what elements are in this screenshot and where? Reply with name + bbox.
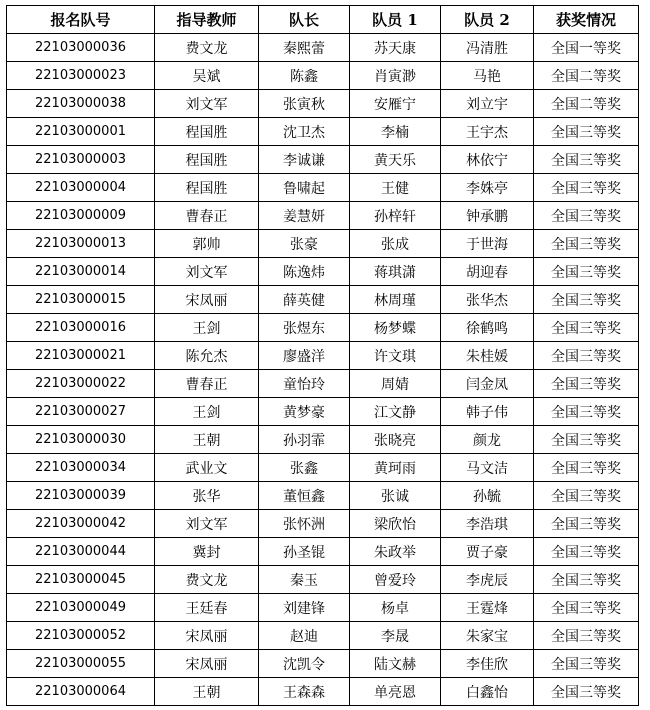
- header-member-1: 队员 1: [350, 6, 441, 34]
- awards-table: [6, 5, 639, 706]
- advisor-cell: 曹春正: [155, 202, 259, 230]
- advisor-cell: 程国胜: [155, 146, 259, 174]
- captain-cell: 张豪: [259, 230, 350, 258]
- team-id-cell: 22103000021: [7, 342, 155, 370]
- table-row: [7, 286, 639, 314]
- advisor-cell: 张华: [155, 482, 259, 510]
- captain-cell: 陈逸炜: [259, 258, 350, 286]
- advisor-cell: 王朝: [155, 678, 259, 706]
- member-1-cell: 朱政举: [350, 538, 441, 566]
- member-1-cell: 周婧: [350, 370, 441, 398]
- advisor-cell: 宋凤丽: [155, 650, 259, 678]
- member-1-cell: 黄天乐: [350, 146, 441, 174]
- member-2-cell: 钟承鹏: [441, 202, 534, 230]
- team-id-cell: 22103000004: [7, 174, 155, 202]
- table-row: [7, 118, 639, 146]
- table-row: [7, 314, 639, 342]
- award-cell: 全国三等奖: [534, 230, 639, 258]
- member-1-cell: 张诚: [350, 482, 441, 510]
- award-cell: 全国三等奖: [534, 678, 639, 706]
- member-1-cell: 陆文赫: [350, 650, 441, 678]
- member-1-cell: 蒋琪潇: [350, 258, 441, 286]
- advisor-cell: 程国胜: [155, 174, 259, 202]
- team-id-cell: 22103000036: [7, 34, 155, 62]
- table-body: [7, 34, 639, 706]
- table-row: [7, 538, 639, 566]
- award-cell: 全国三等奖: [534, 566, 639, 594]
- table-row: [7, 174, 639, 202]
- team-id-cell: 22103000052: [7, 622, 155, 650]
- award-cell: 全国三等奖: [534, 342, 639, 370]
- member-1-cell: 李楠: [350, 118, 441, 146]
- captain-cell: 沈凯令: [259, 650, 350, 678]
- member-2-cell: 韩子伟: [441, 398, 534, 426]
- member-2-cell: 张华杰: [441, 286, 534, 314]
- advisor-cell: 吴斌: [155, 62, 259, 90]
- captain-cell: 张怀洲: [259, 510, 350, 538]
- member-2-cell: 李佳欣: [441, 650, 534, 678]
- table-row: [7, 258, 639, 286]
- team-id-cell: 22103000009: [7, 202, 155, 230]
- award-cell: 全国三等奖: [534, 398, 639, 426]
- table-row: [7, 678, 639, 706]
- member-2-cell: 王宇杰: [441, 118, 534, 146]
- member-1-cell: 孙梓轩: [350, 202, 441, 230]
- member-2-cell: 朱桂媛: [441, 342, 534, 370]
- award-cell: 全国三等奖: [534, 454, 639, 482]
- advisor-cell: 武业文: [155, 454, 259, 482]
- member-1-cell: 安雁宁: [350, 90, 441, 118]
- member-1-cell: 苏天康: [350, 34, 441, 62]
- award-cell: 全国三等奖: [534, 594, 639, 622]
- award-cell: 全国三等奖: [534, 482, 639, 510]
- captain-cell: 刘建锋: [259, 594, 350, 622]
- table-row: [7, 594, 639, 622]
- member-2-cell: 李虎辰: [441, 566, 534, 594]
- table-row: [7, 482, 639, 510]
- award-cell: 全国三等奖: [534, 286, 639, 314]
- member-2-cell: 刘立宇: [441, 90, 534, 118]
- team-id-cell: 22103000030: [7, 426, 155, 454]
- team-id-cell: 22103000042: [7, 510, 155, 538]
- captain-cell: 赵迪: [259, 622, 350, 650]
- captain-cell: 张寅秋: [259, 90, 350, 118]
- award-cell: 全国三等奖: [534, 202, 639, 230]
- table-row: [7, 622, 639, 650]
- captain-cell: 秦玉: [259, 566, 350, 594]
- captain-cell: 黄梦豪: [259, 398, 350, 426]
- advisor-cell: 王朝: [155, 426, 259, 454]
- member-1-cell: 杨卓: [350, 594, 441, 622]
- table-row: [7, 566, 639, 594]
- member-2-cell: 胡迎春: [441, 258, 534, 286]
- award-cell: 全国二等奖: [534, 62, 639, 90]
- table-row: [7, 34, 639, 62]
- award-cell: 全国三等奖: [534, 538, 639, 566]
- member-1-cell: 林周瑾: [350, 286, 441, 314]
- award-cell: 全国三等奖: [534, 258, 639, 286]
- team-id-cell: 22103000001: [7, 118, 155, 146]
- captain-cell: 姜慧妍: [259, 202, 350, 230]
- award-cell: 全国三等奖: [534, 174, 639, 202]
- advisor-cell: 刘文军: [155, 510, 259, 538]
- team-id-cell: 22103000034: [7, 454, 155, 482]
- team-id-cell: 22103000038: [7, 90, 155, 118]
- captain-cell: 董恒鑫: [259, 482, 350, 510]
- award-cell: 全国三等奖: [534, 426, 639, 454]
- member-1-cell: 江文静: [350, 398, 441, 426]
- award-cell: 全国二等奖: [534, 90, 639, 118]
- advisor-cell: 郭帅: [155, 230, 259, 258]
- member-1-cell: 王健: [350, 174, 441, 202]
- member-2-cell: 贾子豪: [441, 538, 534, 566]
- member-2-cell: 孙毓: [441, 482, 534, 510]
- table-row: [7, 370, 639, 398]
- member-1-cell: 曾爱玲: [350, 566, 441, 594]
- member-2-cell: 朱家宝: [441, 622, 534, 650]
- header-captain: 队长: [259, 6, 350, 34]
- member-2-cell: 闫金凤: [441, 370, 534, 398]
- member-1-cell: 肖寅渺: [350, 62, 441, 90]
- member-2-cell: 徐鹤鸣: [441, 314, 534, 342]
- captain-cell: 王森森: [259, 678, 350, 706]
- table-row: [7, 342, 639, 370]
- team-id-cell: 22103000014: [7, 258, 155, 286]
- member-2-cell: 马文洁: [441, 454, 534, 482]
- team-id-cell: 22103000013: [7, 230, 155, 258]
- award-cell: 全国一等奖: [534, 34, 639, 62]
- captain-cell: 廖盛洋: [259, 342, 350, 370]
- member-2-cell: 于世海: [441, 230, 534, 258]
- member-2-cell: 李姝亭: [441, 174, 534, 202]
- award-cell: 全国三等奖: [534, 510, 639, 538]
- advisor-cell: 费文龙: [155, 34, 259, 62]
- table-row: [7, 62, 639, 90]
- member-2-cell: 李浩琪: [441, 510, 534, 538]
- team-id-cell: 22103000055: [7, 650, 155, 678]
- captain-cell: 鲁啸起: [259, 174, 350, 202]
- advisor-cell: 刘文军: [155, 90, 259, 118]
- advisor-cell: 冀封: [155, 538, 259, 566]
- header-member-2: 队员 2: [441, 6, 534, 34]
- captain-cell: 沈卫杰: [259, 118, 350, 146]
- team-id-cell: 22103000039: [7, 482, 155, 510]
- captain-cell: 张鑫: [259, 454, 350, 482]
- advisor-cell: 程国胜: [155, 118, 259, 146]
- award-cell: 全国三等奖: [534, 650, 639, 678]
- table-row: [7, 510, 639, 538]
- member-1-cell: 许文琪: [350, 342, 441, 370]
- member-1-cell: 张晓亮: [350, 426, 441, 454]
- team-id-cell: 22103000027: [7, 398, 155, 426]
- member-2-cell: 林依宁: [441, 146, 534, 174]
- table-row: [7, 398, 639, 426]
- table-row: [7, 202, 639, 230]
- captain-cell: 孙圣锟: [259, 538, 350, 566]
- advisor-cell: 陈允杰: [155, 342, 259, 370]
- captain-cell: 陈鑫: [259, 62, 350, 90]
- advisor-cell: 王剑: [155, 314, 259, 342]
- header-team-id: 报名队号: [7, 6, 155, 34]
- member-1-cell: 张成: [350, 230, 441, 258]
- advisor-cell: 刘文军: [155, 258, 259, 286]
- header-advisor: 指导教师: [155, 6, 259, 34]
- header-award: 获奖情况: [534, 6, 639, 34]
- captain-cell: 童怡玲: [259, 370, 350, 398]
- member-1-cell: 梁欣怡: [350, 510, 441, 538]
- member-2-cell: 冯清胜: [441, 34, 534, 62]
- advisor-cell: 费文龙: [155, 566, 259, 594]
- advisor-cell: 王廷春: [155, 594, 259, 622]
- team-id-cell: 22103000015: [7, 286, 155, 314]
- team-id-cell: 22103000049: [7, 594, 155, 622]
- captain-cell: 张煜东: [259, 314, 350, 342]
- captain-cell: 孙羽霏: [259, 426, 350, 454]
- table-row: [7, 90, 639, 118]
- member-2-cell: 颜龙: [441, 426, 534, 454]
- advisor-cell: 王剑: [155, 398, 259, 426]
- team-id-cell: 22103000003: [7, 146, 155, 174]
- award-cell: 全国三等奖: [534, 314, 639, 342]
- member-1-cell: 李晟: [350, 622, 441, 650]
- captain-cell: 李诚谦: [259, 146, 350, 174]
- table-row: [7, 426, 639, 454]
- member-1-cell: 单亮恩: [350, 678, 441, 706]
- member-1-cell: 黄珂雨: [350, 454, 441, 482]
- captain-cell: 薛英健: [259, 286, 350, 314]
- team-id-cell: 22103000016: [7, 314, 155, 342]
- team-id-cell: 22103000044: [7, 538, 155, 566]
- award-cell: 全国三等奖: [534, 146, 639, 174]
- table-row: [7, 146, 639, 174]
- table-row: [7, 454, 639, 482]
- award-cell: 全国三等奖: [534, 370, 639, 398]
- header-row: [7, 6, 639, 34]
- table-row: [7, 230, 639, 258]
- team-id-cell: 22103000064: [7, 678, 155, 706]
- member-2-cell: 王霆烽: [441, 594, 534, 622]
- member-2-cell: 白鑫怡: [441, 678, 534, 706]
- team-id-cell: 22103000022: [7, 370, 155, 398]
- team-id-cell: 22103000023: [7, 62, 155, 90]
- advisor-cell: 宋凤丽: [155, 286, 259, 314]
- award-cell: 全国三等奖: [534, 622, 639, 650]
- captain-cell: 秦熙蕾: [259, 34, 350, 62]
- advisor-cell: 曹春正: [155, 370, 259, 398]
- team-id-cell: 22103000045: [7, 566, 155, 594]
- table-row: [7, 650, 639, 678]
- member-1-cell: 杨梦蝶: [350, 314, 441, 342]
- member-2-cell: 马艳: [441, 62, 534, 90]
- advisor-cell: 宋凤丽: [155, 622, 259, 650]
- award-cell: 全国三等奖: [534, 118, 639, 146]
